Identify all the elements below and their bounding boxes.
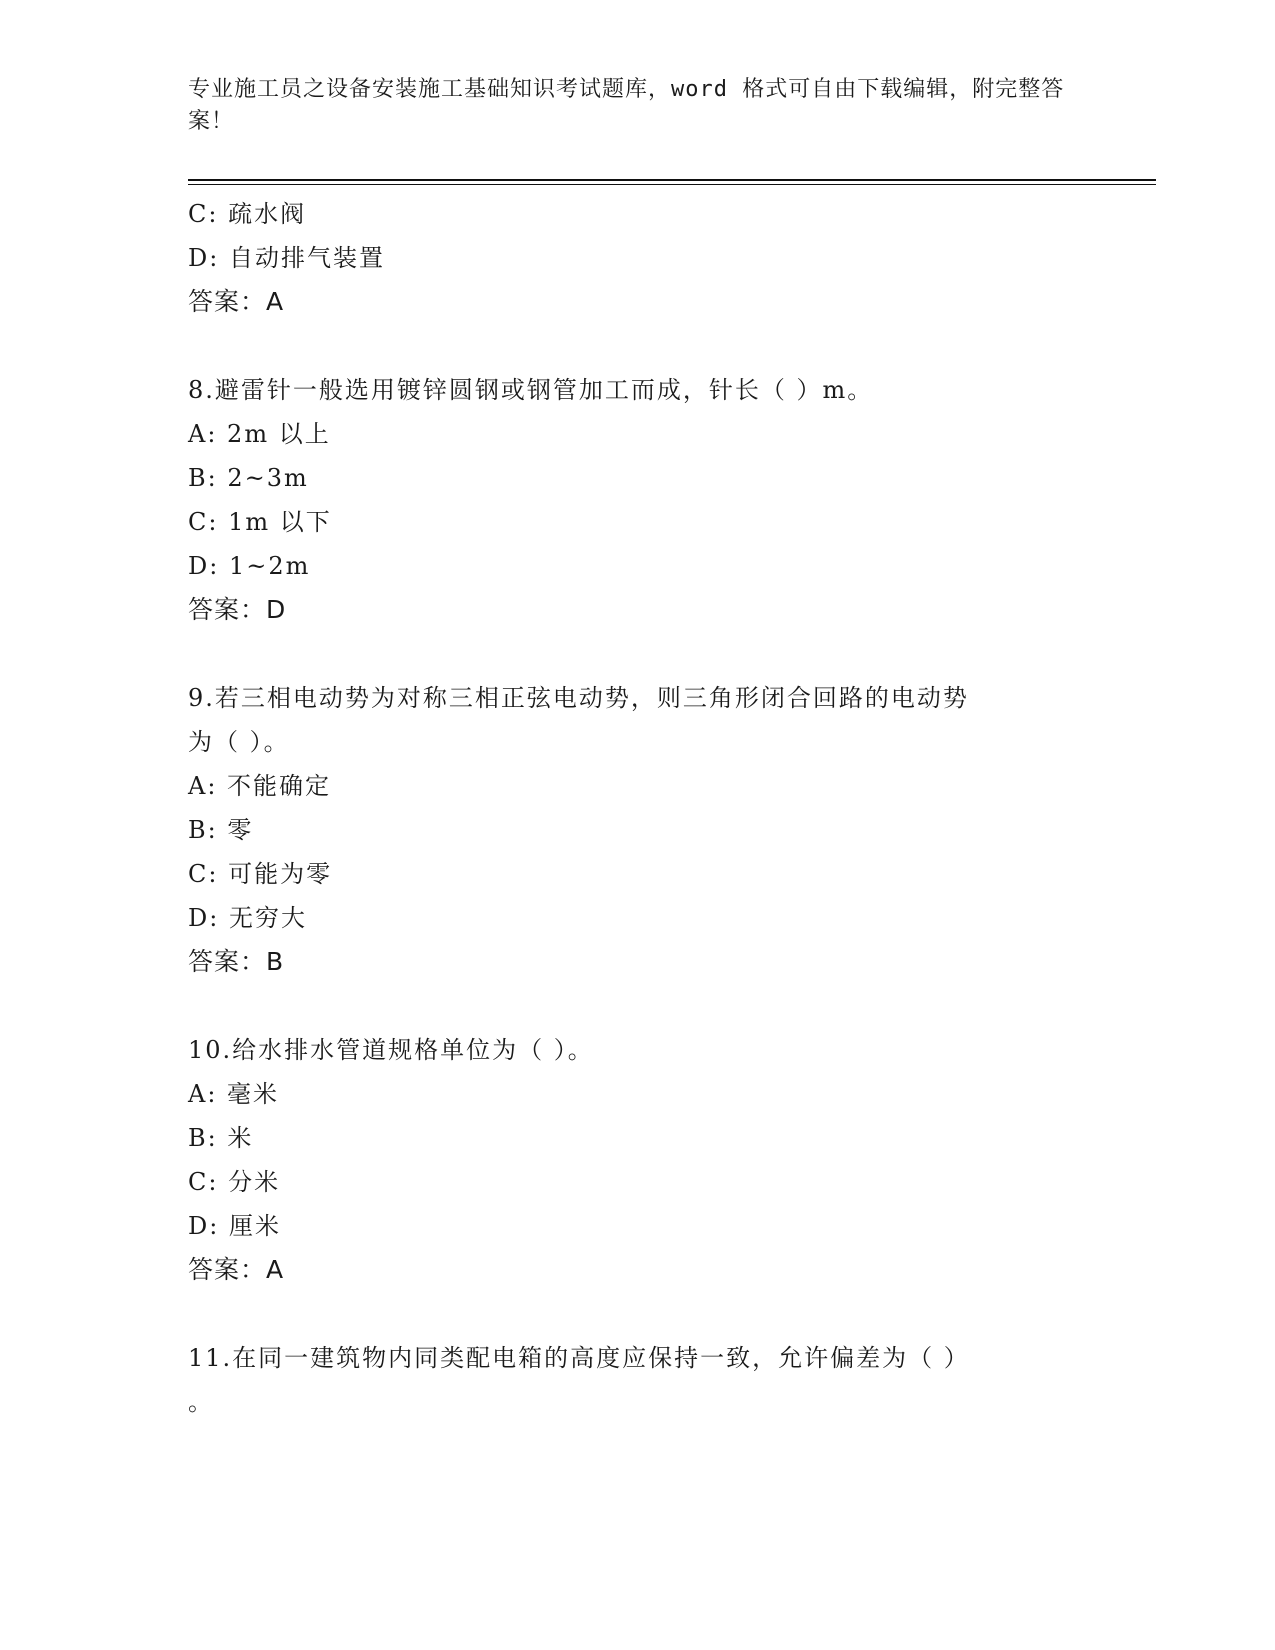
question-9-line-2: 为（ ）。 xyxy=(188,728,290,756)
q9-option-b: B: 零 xyxy=(188,816,254,844)
q9-option-c: C: 可能为零 xyxy=(188,860,333,888)
q9-option-d: D: 无穷大 xyxy=(188,904,307,932)
answer-label: 答案：A xyxy=(188,287,285,316)
question-8: 8.避雷针一般选用镀锌圆钢或钢管加工而成，针长（ ）m。 xyxy=(188,376,874,404)
q8-option-a: A: 2m 以上 xyxy=(188,420,331,448)
q9-option-a: A: 不能确定 xyxy=(188,772,332,800)
q10-option-a: A: 毫米 xyxy=(188,1080,280,1108)
q10-option-c: C: 分米 xyxy=(188,1168,281,1196)
option-d: D: 自动排气装置 xyxy=(188,244,385,272)
question-9-line-1: 9.若三相电动势为对称三相正弦电动势，则三角形闭合回路的电动势 xyxy=(188,684,969,712)
question-11-line-2: 。 xyxy=(188,1388,214,1416)
document-header: 专业施工员之设备安装施工基础知识考试题库，word 格式可自由下载编辑，附完整答案！ xyxy=(188,77,1065,134)
q10-answer: 答案：A xyxy=(188,1255,285,1284)
question-11-line-1: 11.在同一建筑物内同类配电箱的高度应保持一致，允许偏差为（ ） xyxy=(188,1344,970,1372)
q10-option-b: B: 米 xyxy=(188,1124,254,1152)
q8-option-c: C: 1m 以下 xyxy=(188,508,332,536)
option-c: C: 疏水阀 xyxy=(188,200,307,228)
q10-option-d: D: 厘米 xyxy=(188,1212,281,1240)
q9-answer: 答案：B xyxy=(188,947,285,976)
question-10: 10.给水排水管道规格单位为（ ）。 xyxy=(188,1036,594,1064)
header-rule-thick xyxy=(188,179,1156,181)
q8-option-b: B: 2~3m xyxy=(188,464,309,492)
q8-option-d: D: 1~2m xyxy=(188,552,311,580)
header-rule-thin xyxy=(188,184,1156,185)
q8-answer: 答案：D xyxy=(188,595,287,624)
